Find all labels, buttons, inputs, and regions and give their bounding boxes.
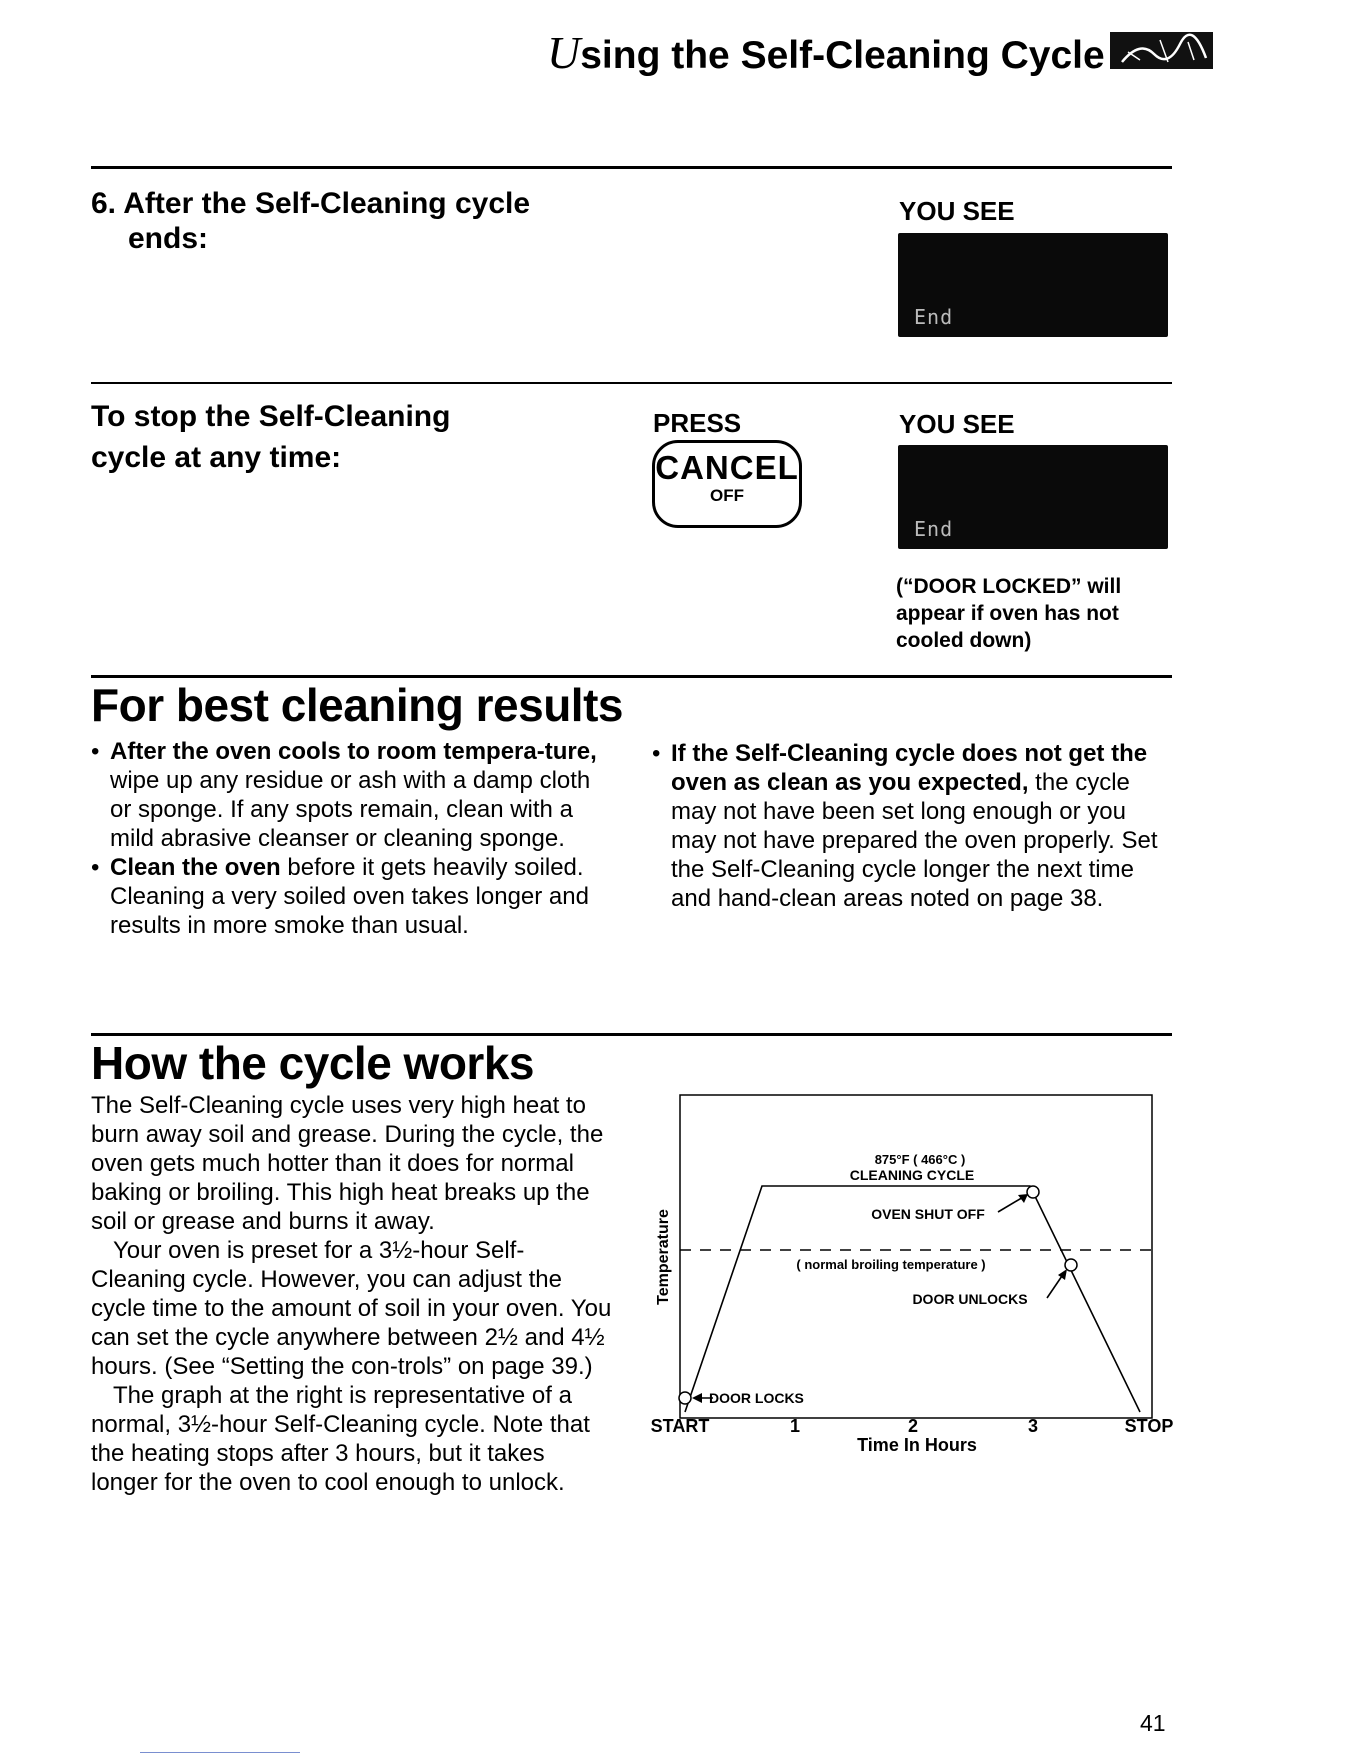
cycle-chart — [640, 1085, 1185, 1470]
page-number: 41 — [1140, 1710, 1166, 1736]
stop-cycle-heading: To stop the Self-Cleaning cycle at any time: — [91, 400, 451, 474]
broil-temp-label: ( normal broiling temperature ) — [796, 1257, 986, 1272]
best-results-heading: For best cleaning results — [91, 679, 623, 731]
x-tick-label: 1 — [789, 1416, 801, 1436]
list-item: • After the oven cools to room tempera-ture, wipe up any residue or ash with a damp cloth or sponge. If any spots remain, clean with a mild abrasive cleanser or cleaning sponge. — [91, 737, 611, 853]
x-tick-label: START — [650, 1416, 710, 1436]
peak-temp-label: 875°F ( 466°C ) — [874, 1152, 966, 1167]
how-it-works-text — [91, 1091, 616, 1497]
door-locked-note: (“DOOR LOCKED” will appear if oven has not cooled down) — [896, 575, 1122, 652]
oven-shutoff-label: OVEN SHUT OFF — [871, 1206, 985, 1222]
page-title: Using the Self-Cleaning Cycle — [547, 27, 1105, 78]
x-tick-label: 2 — [907, 1416, 919, 1436]
list-item: • Clean the oven before it gets heavily soiled. Cleaning a very soiled oven takes longer and results in more smoke than usual. — [91, 853, 611, 940]
x-axis-label: Time In Hours — [857, 1435, 977, 1455]
x-tick-label: STOP — [1124, 1416, 1174, 1436]
shutoff-marker — [1027, 1186, 1039, 1198]
paragraph: The graph at the right is representative of a normal, 3½-hour Self-Cleaning cycle. Note that the heating stops after 3 hours, but it takes longer for the oven to cool enough to unlock. — [91, 1382, 590, 1496]
step-6-heading: 6. After the Self-Cleaning cycle ends: — [91, 187, 531, 255]
lock-arrowhead — [692, 1393, 702, 1403]
divider — [91, 382, 1172, 384]
paragraph: The Self-Cleaning cycle uses very high heat to burn away soil and grease. During the cycle, the oven gets much hotter than it does for normal baking or broiling. This high heat breaks up the soil or grease and burns it away. — [91, 1092, 604, 1235]
oven-display: End — [898, 445, 1168, 549]
cleaning-cycle-label: CLEANING CYCLE — [849, 1167, 975, 1183]
how-it-works-heading: How the cycle works — [91, 1037, 534, 1089]
best-results-right-column — [652, 739, 1172, 913]
you-see-label: YOU SEE — [899, 409, 1015, 439]
lock-marker — [679, 1392, 691, 1404]
cancel-off-button[interactable]: CANCEL OFF — [652, 440, 802, 528]
paragraph: Your oven is preset for a 3½-hour Self-Cleaning cycle. However, you can adjust the cycle time to the amount of soil in your oven. You can set the cycle anywhere between 2½ and 4½ hours. (See “Setting the con-trols” on page 39.) — [91, 1237, 612, 1380]
cycle-chart-svg — [640, 1085, 1185, 1465]
you-see-label: YOU SEE — [899, 196, 1015, 226]
best-results-left-column — [91, 737, 611, 940]
oven-display: End — [898, 233, 1168, 337]
section-logo-icon — [1110, 32, 1213, 69]
unlock-arrowhead — [1058, 1269, 1067, 1280]
footer-line — [140, 1752, 300, 1753]
divider — [91, 166, 1172, 169]
press-label: PRESS — [653, 408, 742, 438]
y-axis-label: Temperature — [655, 1209, 672, 1305]
list-item: • If the Self-Cleaning cycle does not get the oven as clean as you expected, the cycle may not have been set long enough or you may not have prepared the oven properly. Set the Self-Cleaning cycle longer the next time and hand-clean areas noted on page 38. — [652, 739, 1172, 913]
x-tick-label: 3 — [1027, 1416, 1039, 1436]
door-locks-label: DOOR LOCKS — [709, 1390, 804, 1406]
door-unlocks-label: DOOR UNLOCKS — [912, 1291, 1028, 1307]
